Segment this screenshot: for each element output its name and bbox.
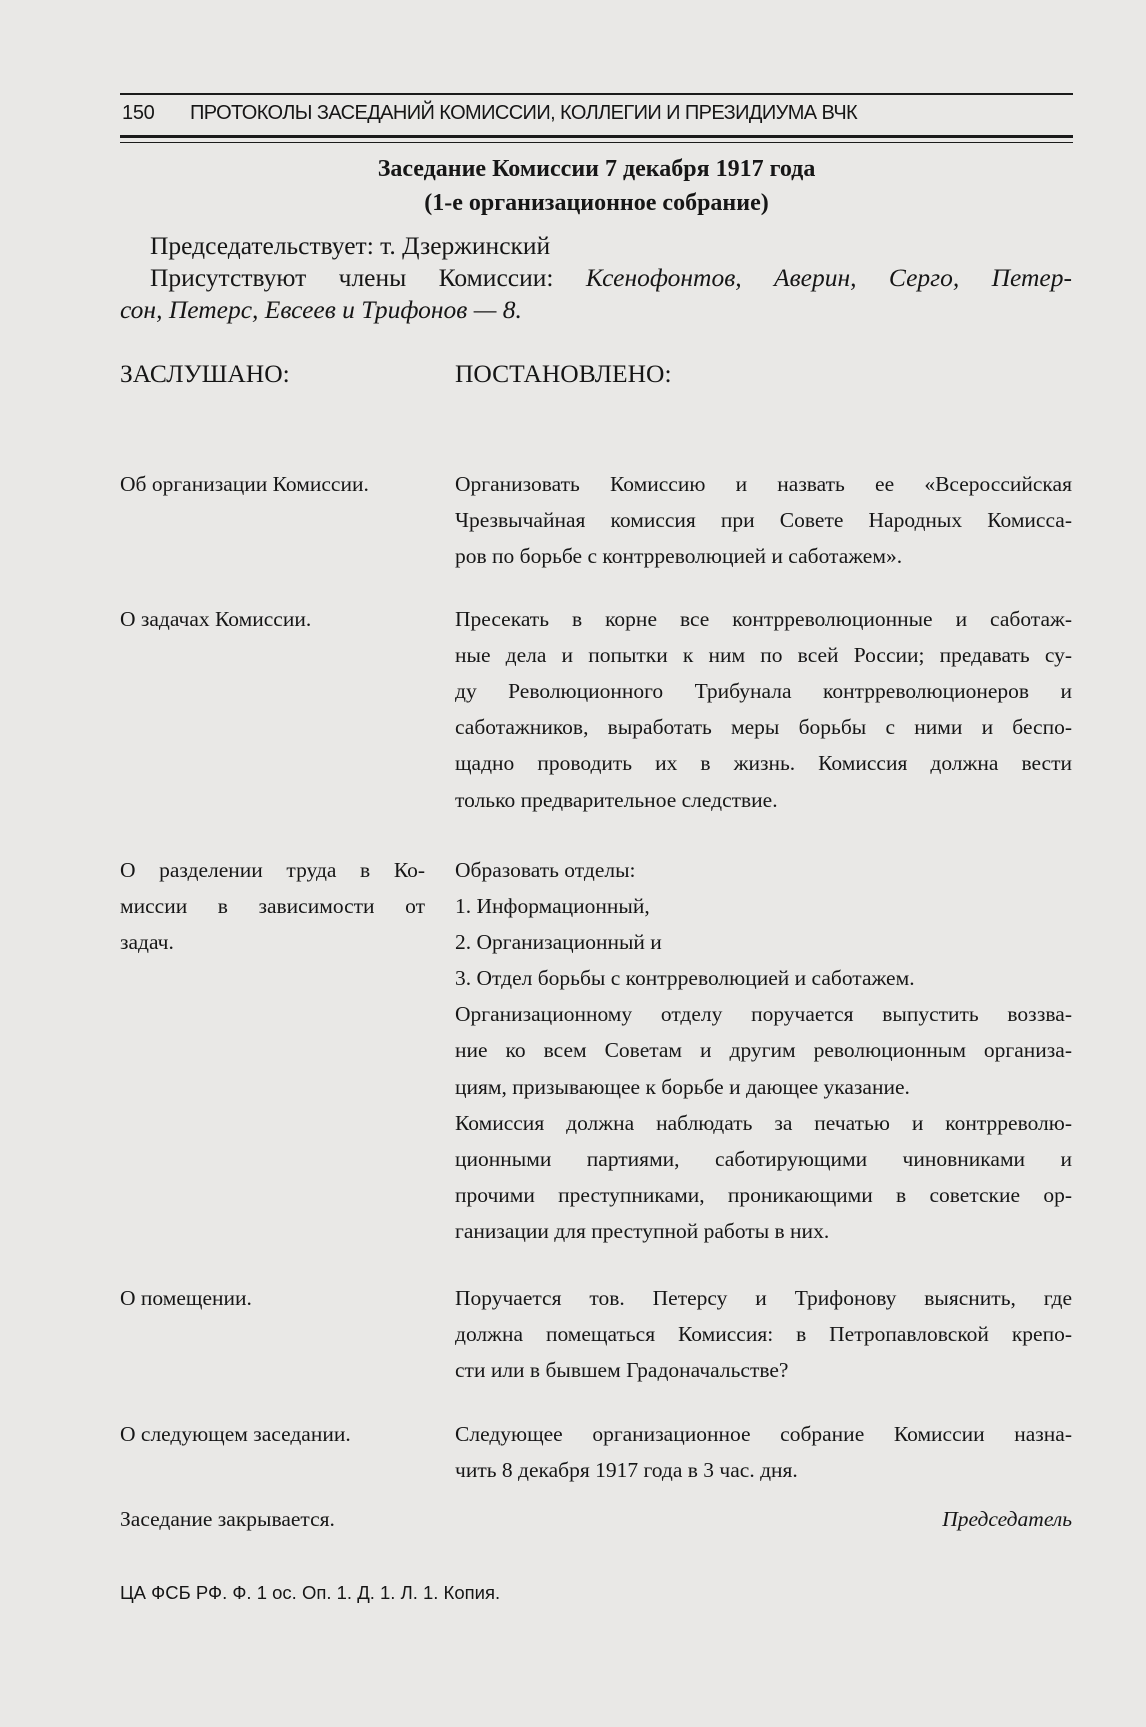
row-2-resolved-line: ду Революционного Трибунала контрреволюционеров и [455, 679, 1072, 703]
row-3-resolved-line: Комиссия должна наблюдать за печатью и контрреволю- [455, 1111, 1072, 1135]
row-2-resolved-line: щадно проводить их в жизнь. Комиссия должна вести [455, 751, 1072, 775]
row-3-heard-line: миссии в зависимости от [120, 894, 425, 918]
row-2-heard: О задачах Комиссии. [120, 607, 312, 631]
row-5-resolved-line: Следующее организационное собрание Комиссии назна- [455, 1422, 1072, 1446]
present-label: Присутствуют члены Комиссии: [150, 263, 586, 292]
row-3-heard-line: О разделении труда в Ко- [120, 858, 425, 882]
row-3-resolved-line: 1. Информационный, [455, 894, 650, 918]
chair-line: Председательствует: т. Дзержинский [150, 231, 551, 260]
column-resolved-heading: ПОСТАНОВЛЕНО: [455, 359, 672, 388]
row-3-resolved-line: 3. Отдел борьбы с контрреволюцией и саботажем. [455, 966, 915, 990]
header-thick-rule [120, 135, 1073, 138]
meeting-title: Заседание Комиссии 7 декабря 1917 года [377, 156, 816, 182]
row-2-resolved-line: саботажников, выработать меры борьбы с ними и беспо- [455, 715, 1072, 739]
row-1-resolved-line: Организовать Комиссию и назвать ее «Всероссийская [455, 472, 1072, 496]
row-2-resolved-line: Пресекать в корне все контрреволюционные и саботаж- [455, 607, 1072, 631]
source-note: ЦА ФСБ РФ. Ф. 1 ос. Оп. 1. Д. 1. Л. 1. Копия. [120, 1582, 501, 1603]
row-1-heard: Об организации Комиссии. [120, 472, 369, 496]
row-3-resolved-line: Организационному отделу поручается выпустить воззва- [455, 1002, 1072, 1026]
present-line-2 [120, 295, 522, 325]
row-3-resolved-line: Образовать отделы: [455, 858, 636, 882]
column-heard-heading: ЗАСЛУШАНО: [120, 359, 290, 388]
row-4-heard: О помещении. [120, 1286, 252, 1310]
row-2-resolved-line: ные дела и попытки к ним по всей России; предавать су- [455, 643, 1072, 667]
row-3-resolved-line: ционными партиями, саботирующими чиновниками и [455, 1147, 1072, 1171]
header-thin-rule [120, 142, 1073, 143]
row-3-resolved-line: ганизации для преступной работы в них. [455, 1219, 830, 1243]
row-1-resolved-line: ров по борьбе с контрреволюцией и саботажем». [455, 544, 903, 568]
row-1-resolved-line: Чрезвычайная комиссия при Совете Народных Комисса- [455, 508, 1072, 532]
row-3-resolved-line: 2. Организационный и [455, 930, 662, 954]
row-3-heard-line: задач. [120, 930, 174, 954]
row-4-resolved-line: должна помещаться Комиссия: в Петропавловской крепо- [455, 1322, 1072, 1346]
closing-text: Заседание закрывается. [120, 1507, 335, 1531]
row-5-resolved-line: чить 8 декабря 1917 года в 3 час. дня. [455, 1458, 798, 1482]
present-names-1: Ксенофонтов, Аверин, Серго, Петер- [585, 263, 1072, 292]
present-line-1 [150, 263, 1072, 293]
row-3-resolved-line: циям, призывающее к борьбе и дающее указание. [455, 1075, 910, 1099]
signature-text: Председатель [942, 1507, 1072, 1531]
row-3-resolved-line: прочими преступниками, проникающими в советские ор- [455, 1183, 1072, 1207]
row-4-resolved-line: Поручается тов. Петерсу и Трифонову выяснить, где [455, 1286, 1072, 1310]
header-top-rule [120, 93, 1073, 95]
present-names-2: сон, Петерс, Евсеев и Трифонов — 8. [120, 295, 522, 324]
row-4-resolved-line: сти или в бывшем Градоначальстве? [455, 1358, 789, 1382]
page-number: 150 [122, 102, 155, 124]
row-3-resolved-line: ние ко всем Советам и другим революционным организа- [455, 1038, 1072, 1062]
row-5-heard: О следующем заседании. [120, 1422, 351, 1446]
meeting-subtitle: (1-е организационное собрание) [424, 190, 769, 216]
running-title: ПРОТОКОЛЫ ЗАСЕДАНИЙ КОМИССИИ, КОЛЛЕГИИ И ПРЕЗИДИУМА ВЧК [190, 102, 858, 124]
signature [820, 1507, 1072, 1532]
row-2-resolved-line: только предварительное следствие. [455, 788, 778, 812]
